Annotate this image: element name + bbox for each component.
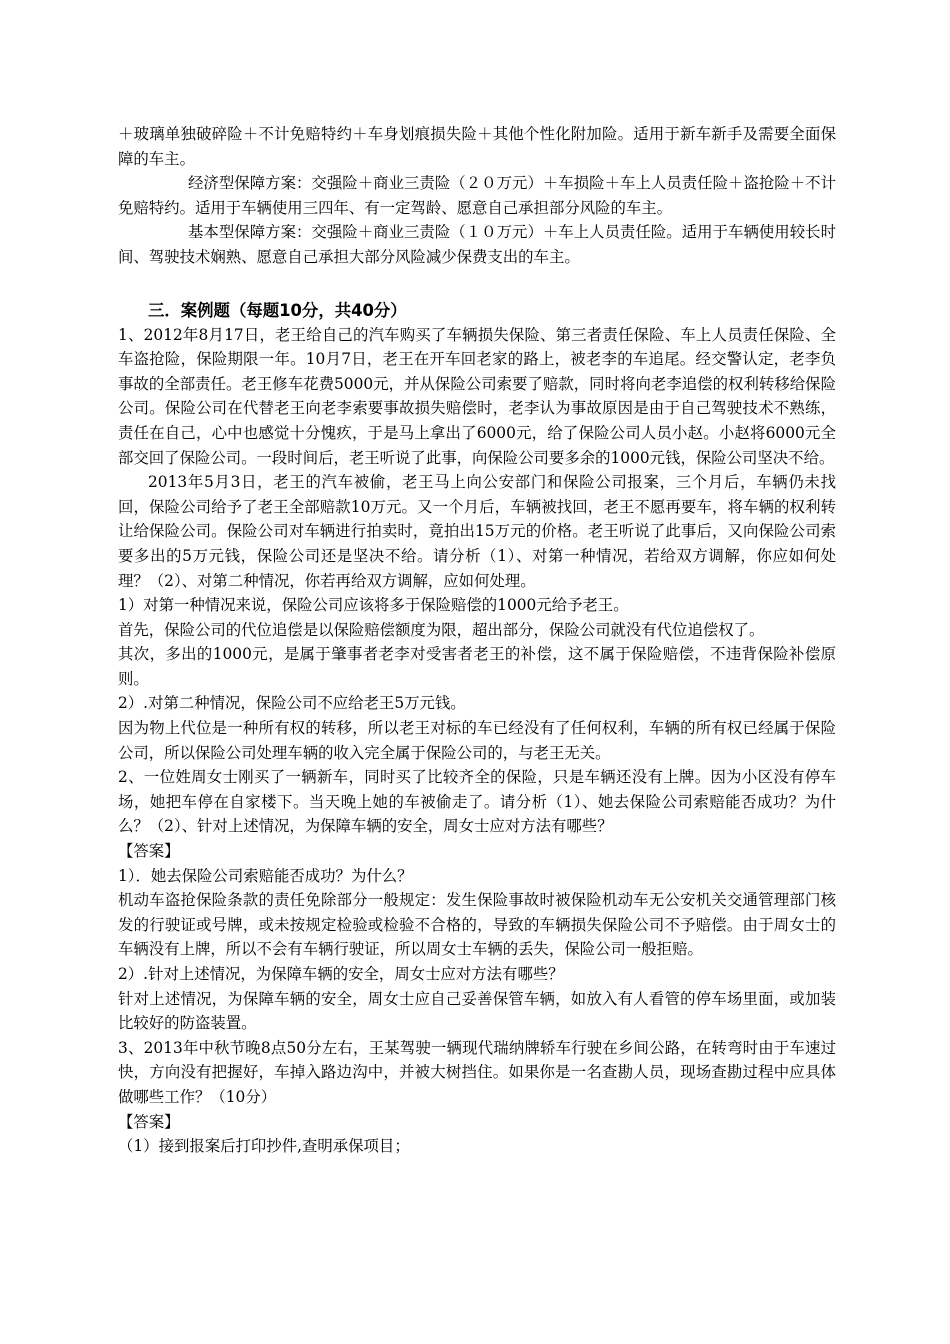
- case2-answer-4: 针对上述情况，为保障车辆的安全，周女士应自己妥善保管车辆，如放入有人看管的停车场里面，或加装比较好的防盗装置。: [118, 989, 836, 1033]
- case1-answer-5: 因为物上代位是一种所有权的转移，所以老王对标的车已经没有了任何权利，车辆的所有权已经属于保险公司，所以保险公司处理车辆的收入完全属于保险公司的，与老王无关。: [118, 719, 836, 762]
- intro-paragraph-basic: 基本型保障方案：交强险＋商业三责险（１０万元）＋车上人员责任险。适用于车辆使用较长时间、驾驶技术娴熟、愿意自己承担大部分风险减少保费支出的车主。: [118, 223, 836, 266]
- case3-answer-label: 【答案】: [118, 1112, 180, 1131]
- document-page: [118, 122, 836, 1159]
- intro-paragraph-comprehensive: ＋玻璃单独破碎险＋不计免赔特约＋车身划痕损失险＋其他个性化附加险。适用于新车新手及需要全面保障的车主。: [118, 125, 836, 168]
- case2-answer-label: 【答案】: [118, 842, 180, 861]
- case1-answer-2: 首先，保险公司的代位追偿是以保险赔偿额度为限，超出部分，保险公司就没有代位追偿权了。: [118, 620, 765, 639]
- case1-question-part1: 1、2012年8月17日，老王给自己的汽车购买了车辆损失保险、第三者责任保险、车上人员责任保险、全车盗抢险，保险期限一年。10月7日，老王在开车回老家的路上，被老李的车追尾。经交警认定，老李负事故的全部责任。老王修车花费5000元，并从保险公司索要了赔款，同时将向老李追偿的权利转移给保险公司。保险公司在代替老王向老李索要事故损失赔偿时，老李认为事故原因是由于自己驾驶技术不熟练，责任在自己，心中也感觉十分愧疚，于是马上拿出了6000元，给了保险公司人员小赵。小赵将6000元全部交回了保险公司。一段时间后，老王听说了此事，向保险公司要多余的1000元钱，保险公司坚决不给。: [118, 325, 836, 467]
- case3-question: 3、2013年中秋节晚8点50分左右，王某驾驶一辆现代瑞纳牌轿车行驶在乡间公路，在转弯时由于车速过快，方向没有把握好，车掉入路边沟中，并被大树挡住。如果你是一名查勘人员，现场查勘过程中应具体做哪些工作？（10分）: [118, 1038, 836, 1106]
- case1-answer-4: 2）.对第二种情况，保险公司不应给老王5万元钱。: [118, 694, 466, 713]
- section-heading: 三．案例题（每题10分，共40分）: [148, 300, 407, 320]
- case1-answer-1: 1）对第一种情况来说，保险公司应该将多于保险赔偿的1000元给予老王。: [118, 596, 629, 615]
- case2-answer-3: 2）.针对上述情况，为保障车辆的安全，周女士应对方法有哪些？: [118, 965, 564, 983]
- case3-answer-1: （1）接到报案后打印抄件,查明承保项目；: [118, 1137, 410, 1156]
- spacer: [118, 270, 836, 294]
- intro-paragraph-economy: 经济型保障方案：交强险＋商业三责险（２０万元）＋车损险＋车上人员责任险＋盗抢险＋不计免赔特约。适用于车辆使用三四年、有一定驾龄、愿意自己承担部分风险的车主。: [118, 174, 836, 217]
- case2-answer-2: 机动车盗抢保险条款的责任免除部分一般规定：发生保险事故时被保险机动车无公安机关交通管理部门核发的行驶证或号牌，或未按规定检验或检验不合格的，导致的车辆损失保险公司不予赔偿。由于周女士的车辆没有上牌，所以不会有车辆行驶证，所以周女士车辆的丢失，保险公司一般拒赔。: [118, 891, 836, 959]
- case2-question: 2、一位姓周女士刚买了一辆新车，同时买了比较齐全的保险，只是车辆还没有上牌。因为小区没有停车场，她把车停在自家楼下。当天晚上她的车被偷走了。请分析（1）、她去保险公司索赔能否成功？为什么？（2）、针对上述情况，为保障车辆的安全，周女士应对方法有哪些？: [118, 768, 836, 836]
- case1-answer-3: 其次，多出的1000元，是属于肇事者老李对受害者老王的补偿，这不属于保险赔偿，不违背保险补偿原则。: [118, 645, 836, 688]
- case1-question-part2: 2013年5月3日，老王的汽车被偷，老王马上向公安部门和保险公司报案，三个月后，车辆仍未找回，保险公司给予了老王全部赔款10万元。又一个月后，车辆被找回，老王不愿再要车，将车辆的权利转让给保险公司。保险公司对车辆进行拍卖时，竟拍出15万元的价格。老王听说了此事后，又向保险公司索要多出的5万元钱，保险公司还是坚决不给。请分析（1）、对第一种情况，若给双方调解，你应如何处理？（2）、对第二种情况，你若再给双方调解，应如何处理。: [118, 473, 836, 590]
- case2-answer-1: 1）．她去保险公司索赔能否成功？为什么？: [118, 866, 413, 885]
